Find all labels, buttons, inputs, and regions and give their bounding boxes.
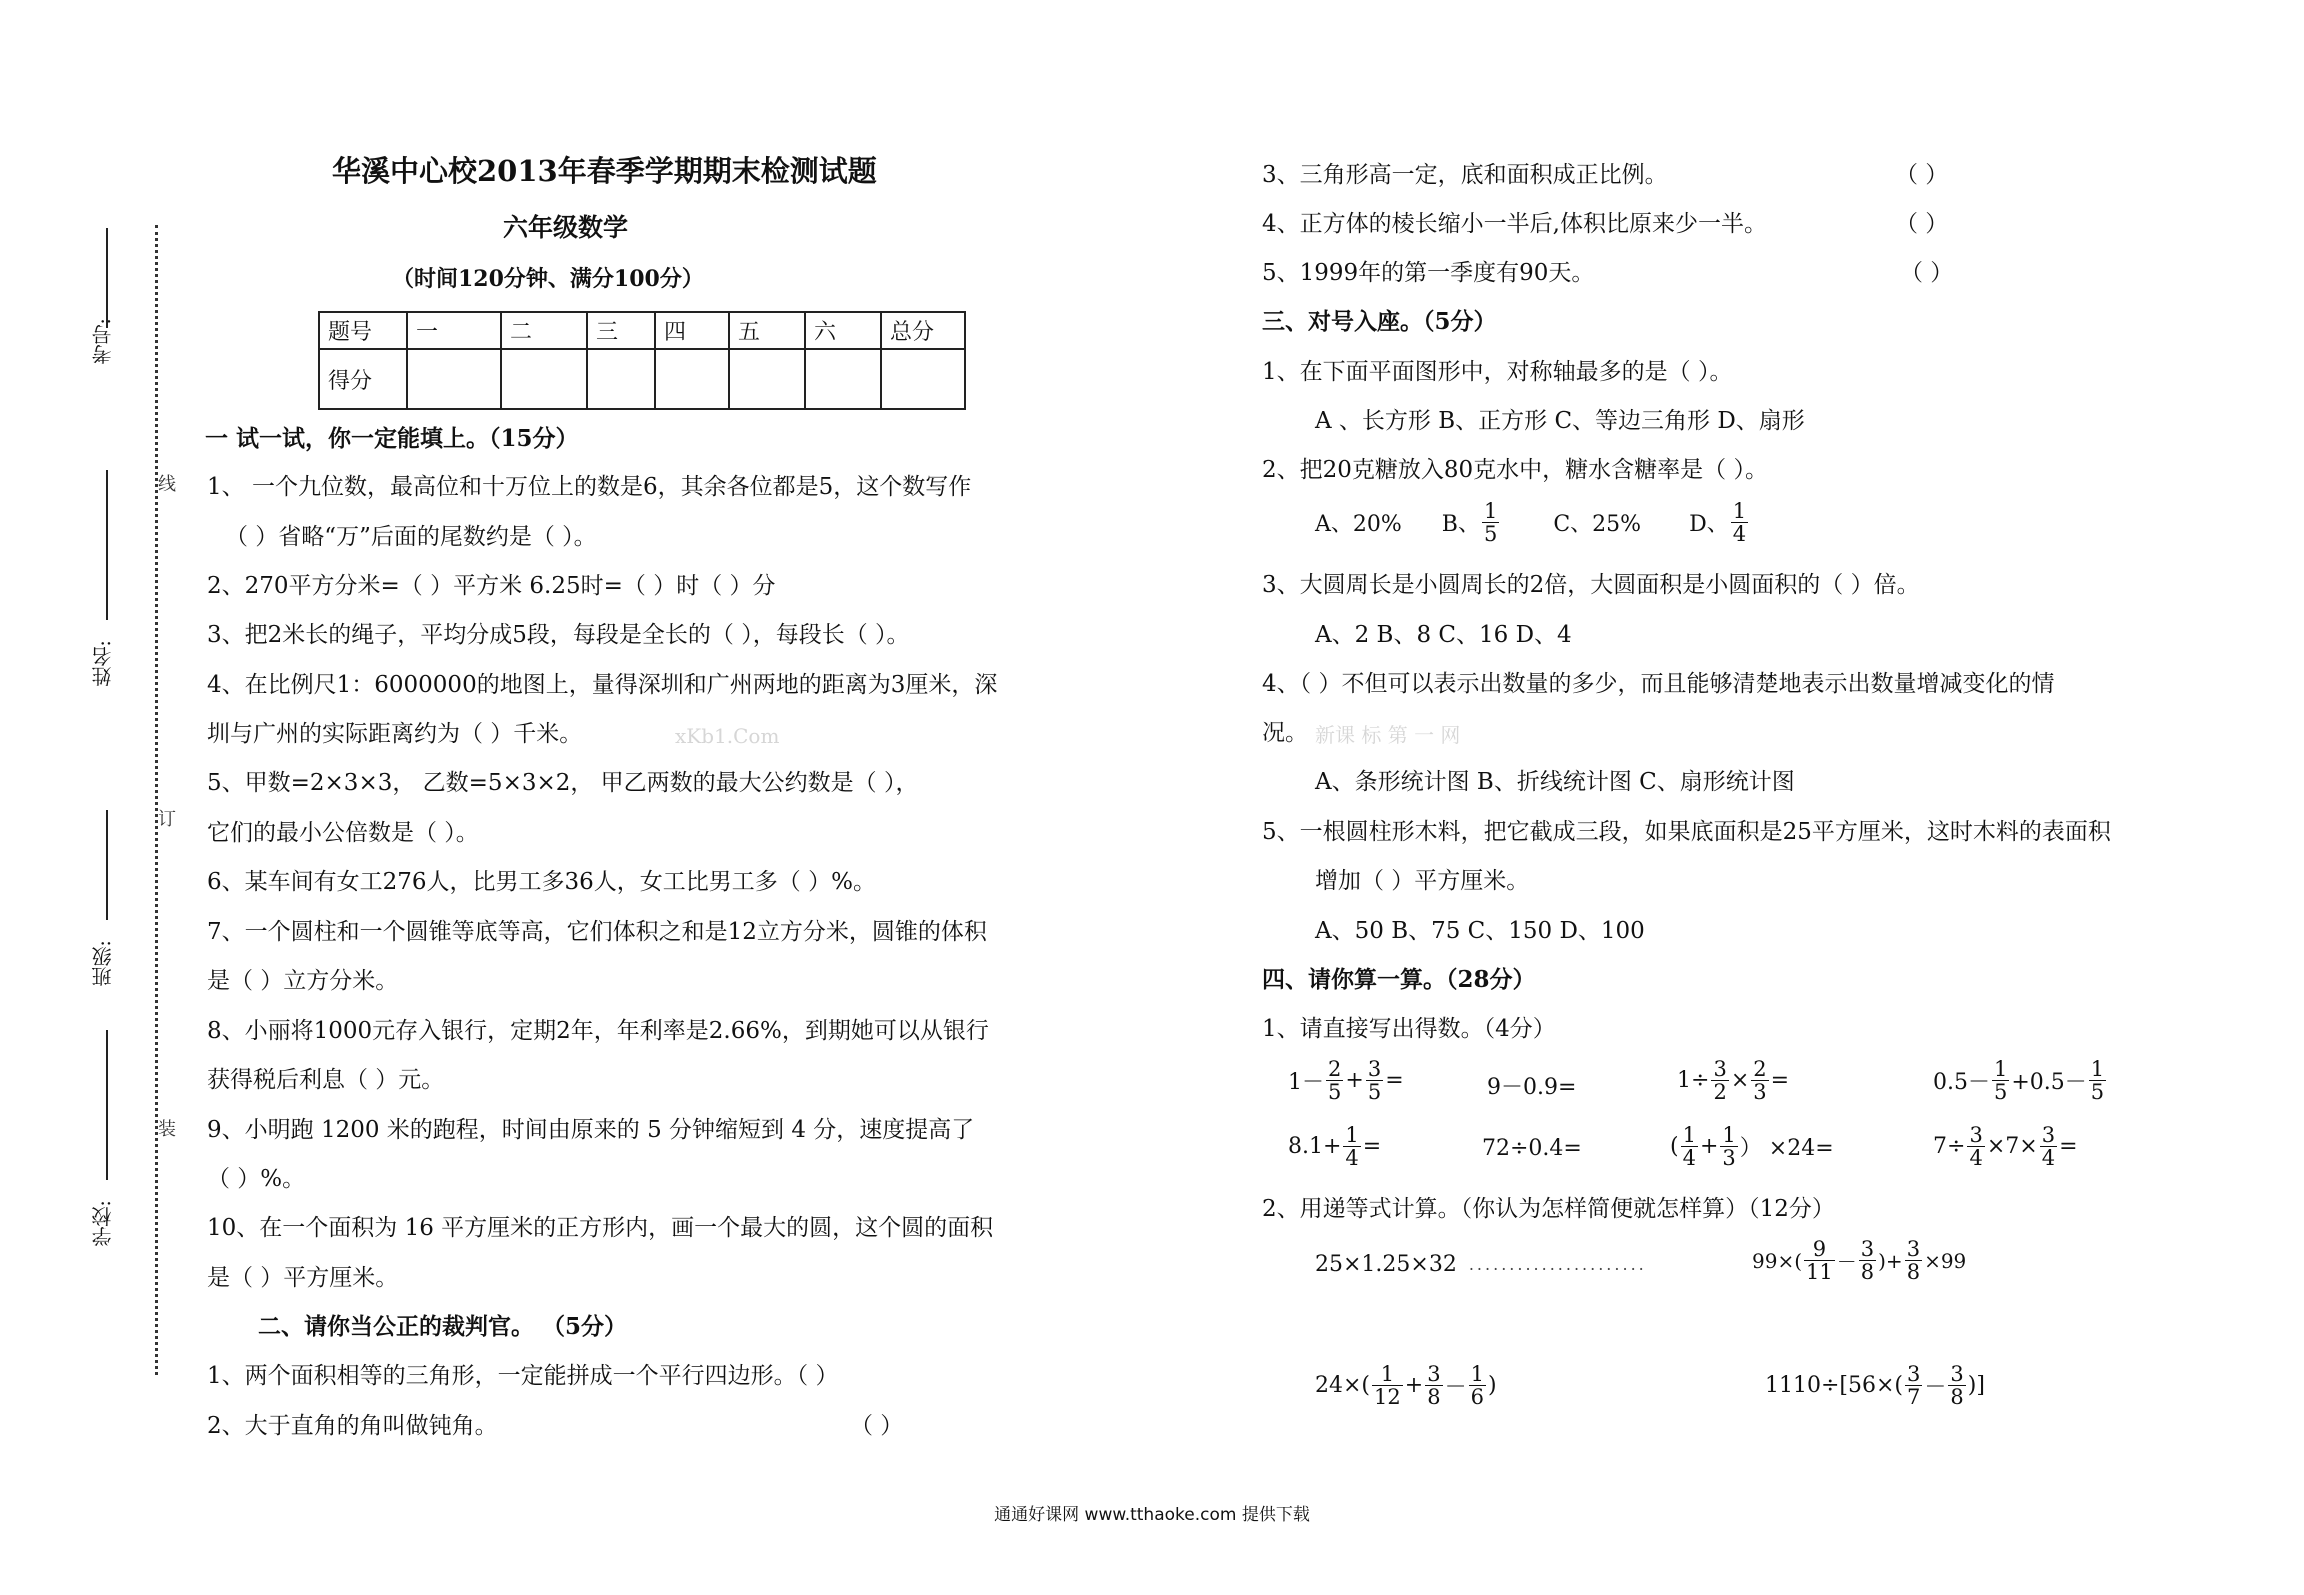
- expr-4: 0.5－ $\frac{1}{5}$ +0.5－ $\frac{1}{5}$: [1933, 1057, 2105, 1104]
- option-c: C、25%: [1553, 512, 1642, 537]
- expr-9: 25×1.25×32 ......................: [1315, 1252, 1647, 1277]
- judge-3-paren: （ ）: [1895, 162, 1949, 188]
- score-cell[interactable]: [501, 349, 587, 409]
- question-7-line-2: 是（ ）立方分米。: [207, 968, 399, 994]
- score-table: [318, 311, 966, 410]
- exam-title: 华溪中心校2013年春季学期期末检测试题: [332, 154, 877, 188]
- expr-11: 24×( $\frac{1}{12}$ + $\frac{3}{8}$ － $\frac{1}{6}$ ): [1315, 1362, 1497, 1409]
- score-cell[interactable]: [655, 349, 729, 409]
- score-header: 四: [655, 312, 729, 349]
- label-banji: 班级:: [91, 940, 115, 987]
- judge-4: 4、正方体的棱长缩小一半后,体积比原来少一半。: [1262, 211, 1767, 237]
- fraction: $\frac{1}{5}$: [1483, 499, 1498, 546]
- question-2: 2、270平方分米=（ ）平方米 6.25时=（ ）时（ ）分: [207, 573, 776, 599]
- score-header: 六: [805, 312, 881, 349]
- score-header: 五: [729, 312, 805, 349]
- binding-char-zhuang: 装: [158, 1119, 176, 1140]
- question-1-line-1: 1、 一个九位数，最高位和十万位上的数是6，其余各位都是5，这个数写作: [207, 474, 972, 500]
- expr-1: 1－ $\frac{2}{5}$ + $\frac{3}{5}$ =: [1288, 1057, 1404, 1104]
- binding-char-xian: 线: [158, 474, 176, 495]
- kaohao-line: [106, 228, 108, 328]
- choice-4-options: A、条形统计图 B、折线统计图 C、扇形统计图: [1315, 769, 1795, 795]
- expr-5: 8.1+ $\frac{1}{4}$ =: [1288, 1123, 1382, 1170]
- exam-time: （时间120分钟、满分100分）: [392, 266, 704, 292]
- section-2-title: 二、请你当公正的裁判官。 （5分）: [258, 1313, 628, 1340]
- footer-source: 通通好课网 www.tthaoke.com 提供下载: [994, 1505, 1310, 1525]
- choice-4-line-1: 4、（ ）不但可以表示出数量的多少，而且能够清楚地表示出数量增减变化的情: [1262, 671, 2055, 697]
- expr-3: 1÷ $\frac{3}{2}$ × $\frac{2}{3}$ =: [1677, 1057, 1790, 1104]
- score-cell[interactable]: [587, 349, 655, 409]
- section-1-title: 一 试一试，你一定能填上。（15分）: [205, 425, 579, 452]
- judge-5: 5、1999年的第一季度有90天。: [1262, 260, 1595, 286]
- score-header: 一: [407, 312, 501, 349]
- judge-3: 3、三角形高一定，底和面积成正比例。: [1262, 162, 1668, 188]
- score-cell[interactable]: [407, 349, 501, 409]
- judge-2-paren: （ ）: [850, 1413, 904, 1439]
- xuexiao-line: [106, 1030, 108, 1180]
- expr-8: 7÷ $\frac{3}{4}$ ×7× $\frac{3}{4}$ =: [1933, 1123, 2078, 1170]
- label-xuexiao: 学校:: [91, 1200, 115, 1247]
- score-cell[interactable]: [805, 349, 881, 409]
- exam-subtitle: 六年级数学: [503, 213, 629, 242]
- question-5-line-1: 5、甲数=2×3×3， 乙数=5×3×2， 甲乙两数的最大公约数是（ ），: [207, 770, 919, 796]
- section-4-title: 四、请你算一算。（28分）: [1262, 966, 1536, 993]
- option-a: A、20%: [1315, 512, 1402, 537]
- question-4-line-1: 4、在比例尺1：6000000的地图上，量得深圳和广州两地的距离为3厘米，深: [207, 672, 998, 698]
- section-3-title: 三、对号入座。（5分）: [1262, 308, 1497, 335]
- question-5-line-2: 它们的最小公倍数是（ ）。: [207, 820, 479, 846]
- score-header: 三: [587, 312, 655, 349]
- judge-5-paren: （ ）: [1900, 260, 1954, 286]
- choice-2: 2、把20克糖放入80克水中，糖水含糖率是（ ）。: [1262, 457, 1768, 483]
- option-d: D、: [1689, 512, 1729, 537]
- score-header: 二: [501, 312, 587, 349]
- score-cell[interactable]: [881, 349, 965, 409]
- choice-5-line-2: 增加（ ）平方厘米。: [1315, 868, 1530, 894]
- binding-char-ding: 订: [158, 809, 176, 830]
- calc-2-title: 2、用递等式计算。（你认为怎样简便就怎样算）（12分）: [1262, 1196, 1835, 1222]
- question-9-line-2: （ ）%。: [207, 1166, 306, 1192]
- watermark-text: 新课 标 第 一 网: [1315, 723, 1461, 747]
- label-kaohao: 考号:: [91, 318, 115, 365]
- expr-10: 99×( $\frac{9}{11}$ － $\frac{3}{8}$ )+ $\frac{3}{8}$ ×99: [1752, 1237, 1967, 1284]
- calc-1-title: 1、请直接写出得数。（4分）: [1262, 1016, 1556, 1042]
- choice-4-line-2: 况。: [1262, 720, 1308, 746]
- expr-2: 9－0.9=: [1487, 1075, 1577, 1100]
- banji-line: [106, 810, 108, 920]
- option-b: B、: [1441, 512, 1480, 537]
- label-xingming: 姓名:: [91, 640, 115, 687]
- fraction: $\frac{1}{4}$: [1732, 499, 1747, 546]
- score-row-label: 得分: [319, 349, 407, 409]
- question-10-line-2: 是（ ）平方厘米。: [207, 1265, 399, 1291]
- question-1-line-2: （ ）省略“万”后面的尾数约是（ ）。: [225, 524, 597, 550]
- question-4-line-2: 圳与广州的实际距离约为（ ）千米。: [207, 721, 583, 747]
- choice-2-options: [1315, 500, 1750, 545]
- choice-1: 1、在下面平面图形中，对称轴最多的是（ ）。: [1262, 359, 1733, 385]
- expr-7: ( $\frac{1}{4}$ + $\frac{1}{3}$ ） ×24=: [1670, 1123, 1834, 1170]
- judge-2: 2、大于直角的角叫做钝角。: [207, 1413, 498, 1439]
- watermark-text: xKb1.Com: [675, 724, 780, 748]
- question-7-line-1: 7、一个圆柱和一个圆锥等底等高，它们体积之和是12立方分米，圆锥的体积: [207, 919, 987, 945]
- score-header: 题号: [319, 312, 407, 349]
- choice-3-options: A、2 B、8 C、16 D、4: [1315, 622, 1572, 648]
- judge-1: 1、两个面积相等的三角形，一定能拼成一个平行四边形。（ ）: [207, 1363, 839, 1389]
- score-header: 总分: [881, 312, 965, 349]
- question-9-line-1: 9、小明跑 1200 米的跑程，时间由原来的 5 分钟缩短到 4 分，速度提高了: [207, 1117, 975, 1143]
- choice-5-options: A、50 B、75 C、150 D、100: [1315, 918, 1645, 944]
- question-10-line-1: 10、在一个面积为 16 平方厘米的正方形内，画一个最大的圆，这个圆的面积: [207, 1215, 994, 1241]
- question-8-line-2: 获得税后利息（ ）元。: [207, 1067, 445, 1093]
- judge-4-paren: （ ）: [1895, 211, 1949, 237]
- expr-12: 1110÷[56×( $\frac{3}{7}$ － $\frac{3}{8}$ )]: [1765, 1362, 1985, 1409]
- expr-6: 72÷0.4=: [1482, 1136, 1582, 1161]
- score-cell[interactable]: [729, 349, 805, 409]
- question-8-line-1: 8、小丽将1000元存入银行，定期2年，年利率是2.66%，到期她可以从银行: [207, 1018, 989, 1044]
- question-6: 6、某车间有女工276人，比男工多36人，女工比男工多（ ）%。: [207, 869, 876, 895]
- choice-1-options: A 、长方形 B、正方形 C、等边三角形 D、扇形: [1315, 408, 1805, 434]
- xingming-line: [106, 470, 108, 620]
- choice-3: 3、大圆周长是小圆周长的2倍，大圆面积是小圆面积的（ ）倍。: [1262, 572, 1920, 598]
- binding-dotted-line: [155, 225, 158, 1375]
- question-3: 3、把2米长的绳子，平均分成5段，每段是全长的（ ），每段长（ ）。: [207, 622, 910, 648]
- choice-5-line-1: 5、一根圆柱形木料，把它截成三段，如果底面积是25平方厘米，这时木料的表面积: [1262, 819, 2111, 845]
